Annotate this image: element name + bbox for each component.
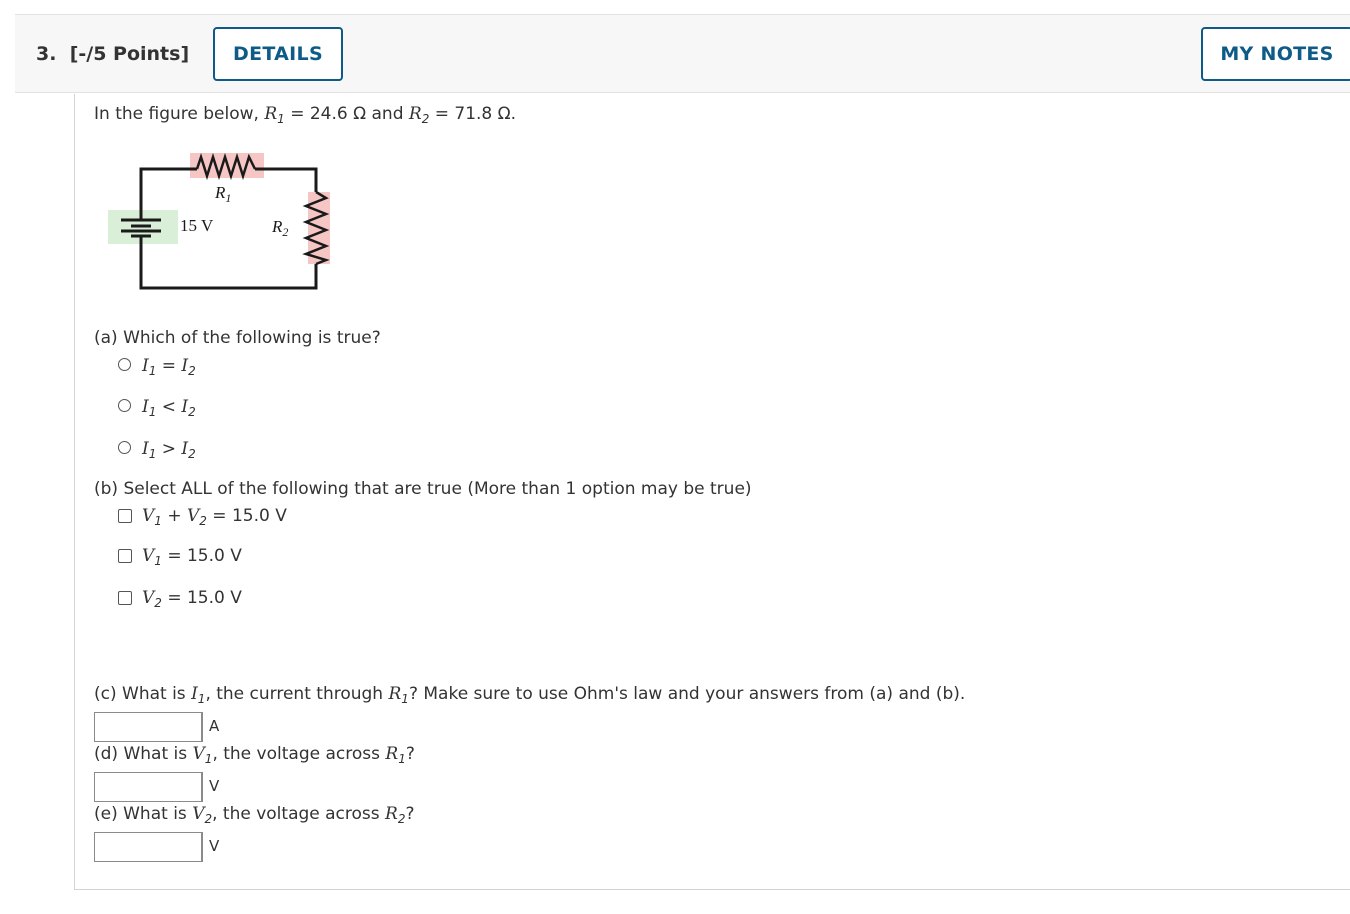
b-option-2-label: $V_1 = 15.0$ V — [142, 546, 242, 568]
r2-symbol: R — [408, 104, 422, 124]
voltage-v1-input[interactable] — [94, 772, 202, 802]
battery-label: 15 V — [180, 216, 214, 235]
r1-sub: 1 — [277, 112, 285, 126]
b-option-3-label: $V_2 = 15.0$ V — [142, 588, 242, 610]
details-button[interactable]: DETAILS — [213, 27, 343, 81]
voltage-v2-input[interactable] — [94, 832, 202, 862]
intro-text — [94, 104, 516, 126]
circuit-figure — [100, 148, 340, 298]
intro-prefix: In the figure below, — [94, 104, 265, 124]
question-header — [15, 14, 1350, 93]
current-unit: A — [202, 712, 224, 742]
a-option-2-label: $I_1 < I_2$ — [142, 397, 196, 419]
my-notes-button[interactable]: MY NOTES — [1201, 27, 1350, 81]
r2-sub: 2 — [421, 112, 430, 126]
checkbox-b-option-3[interactable] — [118, 591, 132, 605]
part-e-question: (e) What is $V_2$, the voltage across $R_2$? — [94, 804, 415, 826]
r2-value: = 71.8 Ω. — [429, 104, 517, 124]
r1-label: $R_1$ — [215, 183, 232, 205]
current-i1-input[interactable] — [94, 712, 202, 742]
part-d-question: (d) What is $V_1$, the voltage across $R_1$? — [94, 744, 415, 766]
radio-a-option-3[interactable] — [118, 441, 131, 454]
a-option-1-label: $I_1 = I_2$ — [142, 356, 196, 378]
points-label: [-/5 Points] — [69, 43, 190, 65]
r1-value: = 24.6 Ω and — [284, 104, 409, 124]
part-a-question: (a) Which of the following is true? — [94, 328, 381, 348]
voltage-v2-unit: V — [202, 832, 224, 862]
question-title — [36, 43, 189, 65]
part-c-question: (c) What is $I_1$, the current through $R_1$? Make sure to use Ohm's law and your answers from (a) and (b). — [94, 684, 966, 706]
checkbox-b-option-2[interactable] — [118, 549, 132, 563]
question-number: 3. — [36, 43, 57, 65]
r1-symbol: R — [264, 104, 278, 124]
voltage-v1-unit: V — [202, 772, 224, 802]
radio-a-option-2[interactable] — [118, 399, 131, 412]
r2-label: $R_2$ — [272, 217, 289, 239]
radio-a-option-1[interactable] — [118, 358, 131, 371]
checkbox-b-option-1[interactable] — [118, 509, 132, 523]
b-option-1-label: $V_1 + V_2 = 15.0$ V — [142, 506, 287, 528]
a-option-3-label: $I_1 > I_2$ — [142, 439, 196, 461]
part-b-question: (b) Select ALL of the following that are true (More than 1 option may be true) — [94, 479, 752, 499]
